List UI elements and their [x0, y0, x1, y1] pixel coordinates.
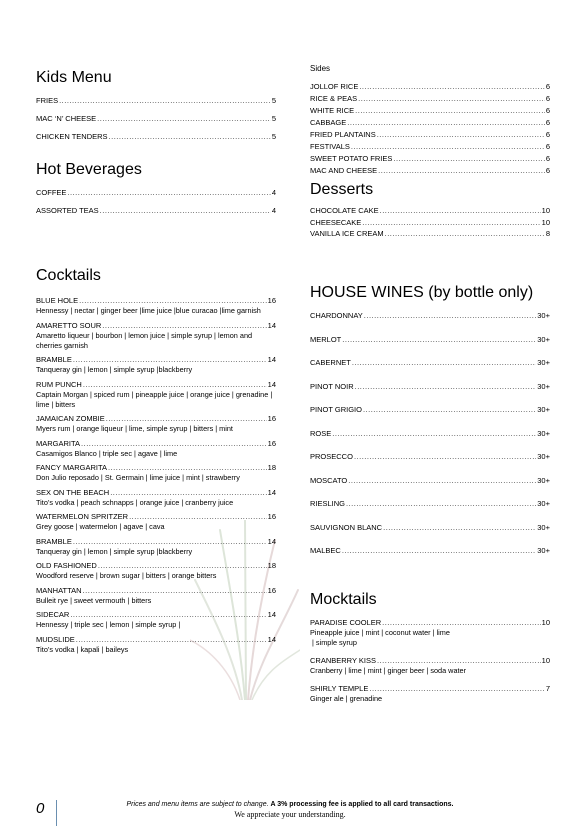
- dot-leader: [76, 635, 267, 645]
- menu-item-name: JOLLOF RICE: [310, 82, 359, 91]
- menu-item-price: 7: [545, 684, 550, 693]
- menu-item-name: RIESLING: [310, 499, 346, 508]
- menu-item: [310, 154, 550, 164]
- menu-item-price: 14: [267, 320, 276, 330]
- menu-item-price: 16: [267, 414, 276, 423]
- menu-item: [36, 586, 276, 606]
- menu-item-name: VANILLA ICE CREAM: [310, 229, 384, 238]
- menu-item-description: Tito’s vodka | kapali | baileys: [36, 644, 129, 654]
- menu-item: [310, 656, 550, 676]
- menu-item-name: PROSECCO: [310, 452, 353, 461]
- menu-item-line: [310, 130, 550, 140]
- dot-leader: [59, 96, 271, 106]
- menu-item: [310, 118, 550, 128]
- menu-item-description: Tito’s vodka | peach schnapps | orange juice | cranberry juice: [36, 497, 234, 507]
- menu-item-name: PINOT GRIGIO: [310, 405, 362, 414]
- menu-item: [36, 355, 276, 375]
- menu-item-line: [36, 635, 276, 645]
- dot-leader: [377, 656, 541, 666]
- menu-item-line: [310, 166, 550, 176]
- menu-item-description: Tanqueray gin | lemon | simple syrup |blackberry: [36, 546, 193, 556]
- menu-item-price: 4: [271, 188, 276, 197]
- menu-item-price: 14: [267, 634, 276, 644]
- menu-item-name: CRANBERRY KISS: [310, 656, 376, 665]
- menu-item-price: 14: [267, 379, 276, 389]
- menu-item: [36, 610, 276, 630]
- menu-item: [310, 82, 550, 92]
- menu-item: [310, 618, 550, 648]
- menu-item-description: Bulleit rye | sweet vermouth | bitters: [36, 595, 152, 605]
- menu-item-price: 30+: [537, 334, 550, 344]
- menu-item-price: 30+: [537, 358, 550, 367]
- menu-item-name: MUDSLIDE: [36, 634, 75, 644]
- menu-item-line: [310, 218, 550, 228]
- dot-leader: [351, 142, 545, 152]
- menu-item-description: Pineapple juice | mint | coconut water | lime: [310, 628, 450, 637]
- dot-leader: [98, 561, 267, 571]
- menu-item: [310, 335, 550, 345]
- menu-item-price: 30+: [537, 452, 550, 461]
- dot-leader: [385, 229, 545, 239]
- menu-item: [310, 106, 550, 116]
- menu-item-name: BLUE HOLE: [36, 296, 79, 305]
- menu-item-line: [310, 618, 550, 628]
- menu-item-name: SHIRLY TEMPLE: [310, 684, 369, 693]
- dot-leader: [110, 488, 266, 498]
- menu-item-price: 30+: [537, 499, 550, 508]
- dot-leader: [100, 206, 271, 216]
- menu-item-line: [36, 586, 276, 596]
- menu-item-line: [36, 488, 276, 498]
- menu-item-name: ASSORTED TEAS: [36, 206, 99, 215]
- menu-item-line: [36, 114, 276, 124]
- footer-notice: [90, 800, 490, 821]
- menu-item-line: [36, 512, 276, 522]
- dot-leader: [347, 118, 545, 128]
- menu-item-name: WATERMELON SPRITZER: [36, 512, 129, 521]
- menu-item-name: MOSCATO: [310, 475, 348, 485]
- menu-item-name: CABBAGE: [310, 118, 347, 127]
- menu-item: [310, 429, 550, 439]
- menu-item: [36, 188, 276, 198]
- menu-item-line: [310, 656, 550, 666]
- menu-item-price: 30+: [537, 546, 550, 555]
- menu-item-name: BRAMBLE: [36, 355, 72, 364]
- menu-item-line: [310, 476, 550, 486]
- menu-item-price: 16: [267, 585, 276, 595]
- page-number: 0: [36, 800, 45, 817]
- menu-item: [36, 488, 276, 508]
- sides-list: [310, 82, 550, 176]
- menu-item-line: [310, 405, 550, 415]
- footer-divider: [56, 800, 57, 826]
- dot-leader: [332, 429, 536, 439]
- menu-item-line: [310, 82, 550, 92]
- menu-item-line: [36, 96, 276, 106]
- menu-item-price: 10: [541, 618, 550, 627]
- dot-leader: [364, 311, 536, 321]
- cocktails-title: Cocktails: [36, 267, 101, 284]
- dot-leader: [359, 82, 544, 92]
- menu-item: [36, 296, 276, 316]
- menu-item-price: 6: [545, 166, 550, 175]
- dot-leader: [354, 452, 536, 462]
- menu-item-description: Casamigos Blanco | triple sec | agave | lime: [36, 448, 178, 458]
- hot-beverages-list: [36, 188, 276, 216]
- menu-item-description: Amaretto liqueur | bourbon | lemon juice | simple syrup | lemon and cherries garnish: [36, 330, 253, 350]
- menu-item: [310, 94, 550, 104]
- dot-leader: [369, 684, 544, 694]
- menu-item-description: Captain Morgan | spiced rum | pineapple juice | orange juice | grenadine | lime | bitters: [36, 389, 273, 409]
- menu-item-price: 14: [267, 536, 276, 546]
- dot-leader: [67, 188, 270, 198]
- dot-leader: [97, 114, 271, 124]
- menu-item: [36, 635, 276, 655]
- menu-item-name: OLD FASHIONED: [36, 561, 97, 570]
- dot-leader: [348, 476, 536, 486]
- hot-beverages-title: Hot Beverages: [36, 161, 142, 178]
- dot-leader: [382, 618, 541, 628]
- menu-item-line: [310, 142, 550, 152]
- hot-beverages-section: [36, 160, 276, 216]
- menu-item: [310, 130, 550, 140]
- desserts-title: Desserts: [310, 181, 374, 198]
- menu-item-price: 30+: [537, 381, 550, 391]
- menu-item-line: [310, 206, 550, 216]
- menu-item-price: 5: [271, 114, 276, 123]
- dot-leader: [109, 132, 271, 142]
- dot-leader: [108, 463, 267, 473]
- menu-item-price: 5: [271, 96, 276, 105]
- menu-item-line: [310, 452, 550, 462]
- menu-item-name: BRAMBLE: [36, 536, 72, 546]
- menu-item: [310, 452, 550, 462]
- dot-leader: [79, 296, 267, 306]
- dot-leader: [377, 130, 545, 140]
- mocktails-list: [310, 618, 550, 704]
- menu-item-name: SAUVIGNON BLANC: [310, 522, 383, 532]
- menu-item-line: [36, 296, 276, 306]
- menu-item-line: [36, 321, 276, 331]
- menu-item-line: [310, 311, 550, 321]
- menu-item: [36, 96, 276, 106]
- menu-item-name: RICE & PEAS: [310, 94, 358, 103]
- dot-leader: [102, 321, 266, 331]
- dot-leader: [383, 523, 536, 533]
- menu-item-name: ROSE: [310, 428, 332, 438]
- left-column: [36, 68, 276, 655]
- menu-item: [310, 142, 550, 152]
- menu-item-name: MERLOT: [310, 334, 342, 344]
- menu-item-line: [36, 463, 276, 473]
- menu-item: [36, 463, 276, 483]
- menu-item-line: [36, 188, 276, 198]
- menu-item-name: CHARDONNAY: [310, 311, 363, 320]
- menu-item-name: AMARETTO SOUR: [36, 320, 102, 330]
- menu-item-price: 10: [541, 206, 550, 215]
- menu-item-description: Hennessy | nectar | ginger beer |lime juice |blue curacao |lime garnish: [36, 306, 261, 315]
- dot-leader: [362, 218, 540, 228]
- dot-leader: [342, 335, 536, 345]
- menu-item-line: [36, 355, 276, 365]
- menu-item-description: Myers rum | orange liqueur | lime, simple syrup | bitters | mint: [36, 424, 233, 433]
- menu-item-name: SIDECAR: [36, 610, 70, 619]
- menu-item-name: CABERNET: [310, 358, 351, 367]
- menu-item-name: CHOCOLATE CAKE: [310, 206, 379, 215]
- menu-item-price: 6: [545, 106, 550, 115]
- dot-leader: [378, 166, 545, 176]
- menu-item: [36, 512, 276, 532]
- menu-item: [36, 561, 276, 581]
- menu-item-name: PINOT NOIR: [310, 381, 354, 391]
- menu-item-line: [310, 499, 550, 509]
- kids-menu-section: [36, 68, 276, 142]
- menu-item: [310, 206, 550, 216]
- menu-item-description: Cranberry | lime | mint | ginger beer | soda water: [310, 666, 467, 675]
- menu-item: [310, 546, 550, 556]
- footer-notice-italic: Prices and menu items are subject to change.: [126, 801, 269, 808]
- menu-item-price: 14: [267, 487, 276, 497]
- menu-item: [36, 414, 276, 434]
- menu-item-price: 10: [541, 217, 550, 227]
- menu-item-price: 30+: [537, 311, 550, 320]
- menu-item-price: 30+: [537, 522, 550, 532]
- menu-item-line: [310, 358, 550, 368]
- menu-item-line: [310, 335, 550, 345]
- menu-item-line: [310, 684, 550, 694]
- footer-notice-bold: A 3% processing fee is applied to all card transactions.: [270, 801, 454, 808]
- menu-item-name: MANHATTAN: [36, 585, 82, 595]
- menu-item-price: 30+: [537, 428, 550, 438]
- menu-item-price: 14: [267, 610, 276, 619]
- menu-item-name: WHITE RICE: [310, 106, 355, 115]
- menu-item-name: MAC ‘N’ CHEESE: [36, 114, 97, 123]
- menu-item-name: CHEESECAKE: [310, 217, 362, 227]
- kids-menu-title: Kids Menu: [36, 69, 112, 86]
- menu-item-description: Grey goose | watermelon | agave | cava: [36, 522, 165, 531]
- dot-leader: [355, 106, 545, 116]
- menu-item: [36, 321, 276, 351]
- menu-item-name: PARADISE COOLER: [310, 618, 382, 627]
- menu-item-price: 16: [267, 296, 276, 305]
- menu-item-line: [310, 523, 550, 533]
- menu-item-line: [310, 229, 550, 239]
- footer-thanks: We appreciate your understanding.: [234, 810, 346, 819]
- menu-item-price: 16: [267, 438, 276, 448]
- menu-item-name: COFFEE: [36, 188, 67, 197]
- menu-item-price: 6: [545, 130, 550, 139]
- menu-item-price: 6: [545, 82, 550, 91]
- kids-menu-list: [36, 96, 276, 142]
- menu-item-description: Don Julio reposado | St. Germain | lime juice | mint | strawberry: [36, 473, 240, 482]
- menu-item-description-cont: | simple syrup: [312, 638, 357, 647]
- menu-item-price: 30+: [537, 475, 550, 485]
- house-wines-title: HOUSE WINES (by bottle only): [310, 284, 534, 301]
- menu-item-price: 18: [267, 463, 276, 472]
- menu-item-name: CHICKEN TENDERS: [36, 132, 108, 141]
- menu-item-name: FRIES: [36, 96, 59, 105]
- menu-item-price: 6: [545, 142, 550, 151]
- menu-item: [310, 684, 550, 704]
- menu-item-description: Hennessy | triple sec | lemon | simple syrup |: [36, 620, 181, 629]
- menu-item-line: [36, 561, 276, 571]
- dot-leader: [73, 537, 267, 547]
- dot-leader: [342, 546, 536, 556]
- dot-leader: [70, 610, 266, 620]
- dot-leader: [393, 154, 544, 164]
- cocktails-list: [36, 296, 276, 655]
- right-column: [310, 64, 550, 704]
- menu-item: [310, 166, 550, 176]
- menu-item-line: [310, 118, 550, 128]
- cocktails-section: [36, 266, 276, 655]
- sides-section: [310, 64, 550, 176]
- dot-leader: [363, 405, 536, 415]
- menu-item-name: MAC AND CHEESE: [310, 166, 378, 175]
- menu-item-name: FESTIVALS: [310, 142, 350, 151]
- menu-item-name: FANCY MARGARITA: [36, 463, 107, 472]
- dot-leader: [352, 358, 536, 368]
- menu-item-price: 30+: [537, 405, 550, 414]
- dot-leader: [129, 512, 267, 522]
- menu-item: [36, 439, 276, 459]
- menu-item-line: [310, 546, 550, 556]
- dot-leader: [346, 499, 536, 509]
- menu-item-name: SEX ON THE BEACH: [36, 487, 110, 497]
- menu-item: [36, 132, 276, 142]
- menu-item-price: 4: [271, 206, 276, 215]
- mocktails-title: Mocktails: [310, 591, 377, 608]
- menu-item-line: [36, 132, 276, 142]
- menu-item-line: [310, 382, 550, 392]
- menu-item-line: [36, 380, 276, 390]
- menu-item-name: MARGARITA: [36, 438, 81, 448]
- menu-item-line: [36, 414, 276, 424]
- menu-item: [310, 476, 550, 486]
- menu-item: [310, 382, 550, 392]
- menu-item-price: 14: [267, 355, 276, 364]
- menu-item-price: 18: [267, 561, 276, 570]
- dot-leader: [106, 414, 267, 424]
- menu-item-price: 6: [545, 94, 550, 103]
- menu-item-line: [310, 154, 550, 164]
- sides-label: Sides: [310, 64, 331, 73]
- dot-leader: [358, 94, 545, 104]
- desserts-list: [310, 206, 550, 239]
- dot-leader: [380, 206, 541, 216]
- menu-item-price: 16: [267, 512, 276, 521]
- menu-item: [36, 380, 276, 410]
- menu-item: [310, 523, 550, 533]
- menu-item-line: [310, 94, 550, 104]
- menu-item: [310, 405, 550, 415]
- mocktails-section: [310, 590, 550, 704]
- menu-item-line: [36, 537, 276, 547]
- menu-item-price: 6: [545, 154, 550, 163]
- menu-item-price: 6: [545, 118, 550, 127]
- dot-leader: [81, 439, 267, 449]
- menu-item-description: Ginger ale | grenadine: [310, 694, 383, 703]
- dot-leader: [73, 355, 267, 365]
- menu-item: [310, 311, 550, 321]
- menu-item-price: 8: [545, 229, 550, 238]
- menu-item: [36, 114, 276, 124]
- menu-item-name: MALBEC: [310, 546, 341, 555]
- menu-item-description: Tanqueray gin | lemon | simple syrup |blackberry: [36, 365, 193, 374]
- menu-item-price: 10: [541, 656, 550, 665]
- dot-leader: [83, 586, 267, 596]
- menu-item-line: [36, 610, 276, 620]
- menu-item-line: [36, 439, 276, 449]
- menu-item-name: RUM PUNCH: [36, 379, 82, 389]
- menu-item: [310, 229, 550, 239]
- house-wines-section: [310, 283, 550, 556]
- menu-item-name: SWEET POTATO FRIES: [310, 154, 393, 163]
- dot-leader: [83, 380, 267, 390]
- menu-item: [36, 206, 276, 216]
- menu-item-name: FRIED PLANTAINS: [310, 130, 376, 139]
- menu-item-description: Woodford reserve | brown sugar | bitters | orange bitters: [36, 571, 217, 580]
- menu-item-line: [310, 429, 550, 439]
- menu-item: [310, 499, 550, 509]
- menu-item-name: JAMAICAN ZOMBIE: [36, 414, 105, 423]
- menu-item-line: [310, 106, 550, 116]
- desserts-section: [310, 180, 550, 239]
- menu-item-price: 5: [271, 132, 276, 141]
- menu-item: [310, 358, 550, 368]
- menu-item: [310, 218, 550, 228]
- menu-item: [36, 537, 276, 557]
- dot-leader: [355, 382, 537, 392]
- menu-item-line: [36, 206, 276, 216]
- house-wines-list: [310, 311, 550, 556]
